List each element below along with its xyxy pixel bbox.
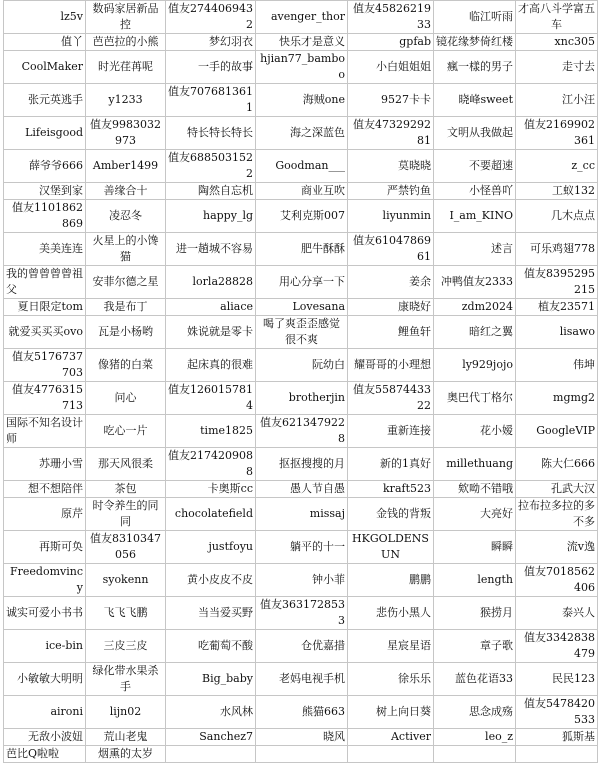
table-cell: mgmg2 [516,382,598,415]
table-row [4,564,598,597]
table-row [4,448,598,481]
table-cell: 值友5587443322 [348,382,434,415]
table-row [4,316,598,349]
table-row [4,481,598,498]
table-row [4,51,598,84]
table-cell: 流v逸 [516,531,598,564]
table-cell: 我是布丁 [86,299,166,316]
table-cell: time1825 [166,415,256,448]
table-row [4,1,598,34]
table-cell: 狐斯基 [516,729,598,746]
table-cell: 文明从我做起 [434,117,516,150]
table-cell: 几木点点 [516,200,598,233]
table-cell: millethuang [434,448,516,481]
table-cell [348,746,434,763]
table-cell: 值友6104786961 [348,233,434,266]
table-cell: 就爱买买买ovo [4,316,86,349]
table-cell: CoolMaker [4,51,86,84]
table-cell: 金钱的背叛 [348,498,434,531]
table-cell: 起床真的很难 [166,349,256,382]
table-cell: 阮幼白 [256,349,348,382]
table-row [4,696,598,729]
table-cell: z_cc [516,150,598,183]
table-cell: 喝了爽歪歪感觉很不爽 [256,316,348,349]
table-row [4,266,598,299]
table-cell: 值友2169902361 [516,117,598,150]
table-cell: hjian77_bamboo [256,51,348,84]
table-cell: liyunmin [348,200,434,233]
table-cell: 苏珊小雪 [4,448,86,481]
table-row [4,349,598,382]
table-cell: 小白姐姐姐 [348,51,434,84]
table-cell: 值友6885031522 [166,150,256,183]
table-cell: 康晓好 [348,299,434,316]
table-cell: 艾利克斯007 [256,200,348,233]
table-cell: Lovesana [256,299,348,316]
table-cell: 海之深蓝色 [256,117,348,150]
table-cell: 黄小皮皮不皮 [166,564,256,597]
table-cell: 海贼one [256,84,348,117]
table-cell: 三皮三皮 [86,630,166,663]
table-cell: 奥巴代丁格尔 [434,382,516,415]
table-cell: 临江听雨 [434,1,516,34]
table-row [4,630,598,663]
table-cell: xnc305 [516,34,598,51]
table-cell: 无敌小波妞 [4,729,86,746]
table-cell: 晓峰sweet [434,84,516,117]
table-cell: 值友6213479228 [256,415,348,448]
table-cell: 值友4732929281 [348,117,434,150]
table-cell: 悲伤小黑人 [348,597,434,630]
table-cell: 仓优嘉措 [256,630,348,663]
table-cell: 才高八斗学富五车 [516,1,598,34]
table-cell: 值友7076813611 [166,84,256,117]
table-cell: 江小汪 [516,84,598,117]
table-cell: 瓦是小杨哟 [86,316,166,349]
table-row [4,200,598,233]
table-cell: 钟小菲 [256,564,348,597]
table-cell: y1233 [86,84,166,117]
table-cell [166,746,256,763]
table-cell: 快乐才是意义 [256,34,348,51]
table-row [4,382,598,415]
table-cell: 伟坤 [516,349,598,382]
table-cell: 花小嫒 [434,415,516,448]
table-cell: 值友5478420533 [516,696,598,729]
table-cell: 国际不知名设计师 [4,415,86,448]
table-cell: 商业互吹 [256,183,348,200]
table-cell [516,746,598,763]
table-cell: 抠抠搜搜的月 [256,448,348,481]
table-cell: Activer [348,729,434,746]
table-cell: 吃葡萄不酸 [166,630,256,663]
table-cell: 拉布拉多拉的多不多 [516,498,598,531]
table-cell: 数码家居新品控 [86,1,166,34]
table-row [4,233,598,266]
table-cell: justfoyu [166,531,256,564]
table-cell: 星宸星语 [348,630,434,663]
table-cell: lisawo [516,316,598,349]
table-cell: 章子歌 [434,630,516,663]
table-cell: 姝说就是零卡 [166,316,256,349]
table-cell: 凌忍冬 [86,200,166,233]
table-row [4,150,598,183]
table-cell: 水风林 [166,696,256,729]
table-cell [256,746,348,763]
table-cell: 可乐鸡翅778 [516,233,598,266]
table-cell: 泰兴人 [516,597,598,630]
table-cell: 卡奥斯cc [166,481,256,498]
table-cell: 时光荏苒呢 [86,51,166,84]
table-cell: 值友3631728533 [256,597,348,630]
table-cell: ly929jojo [434,349,516,382]
table-cell: 鹏鹏 [348,564,434,597]
table-cell: 值友2744069432 [166,1,256,34]
table-cell: 善缘合十 [86,183,166,200]
table-cell: 汉堡到家 [4,183,86,200]
table-cell: leo_z [434,729,516,746]
table-cell: 安菲尔德之星 [86,266,166,299]
table-cell: 当当爱买野 [166,597,256,630]
table-cell: 梦幻羽衣 [166,34,256,51]
table-row [4,183,598,200]
table-cell: 美美连连 [4,233,86,266]
table-cell: zdm2024 [434,299,516,316]
table-cell: 薛爷爷666 [4,150,86,183]
table-cell: Sanchez7 [166,729,256,746]
table-cell: aironi [4,696,86,729]
table-cell: 肥牛酥酥 [256,233,348,266]
table-cell: 荒山老鬼 [86,729,166,746]
table-cell: 问心 [86,382,166,415]
table-cell: 愚人节自愚 [256,481,348,498]
table-cell: 工蚁132 [516,183,598,200]
table-cell: 原芹 [4,498,86,531]
table-cell: 值友8395295215 [516,266,598,299]
table-cell: 芭比Q啦啦 [4,746,86,763]
table-cell: 严禁钓鱼 [348,183,434,200]
table-cell: 值友5176737703 [4,349,86,382]
table-cell: 莫晓晓 [348,150,434,183]
table-cell: 用心分享一下 [256,266,348,299]
table-cell: 熊猫663 [256,696,348,729]
table-cell: Freedomvincy [4,564,86,597]
table-cell: Lifeisgood [4,117,86,150]
table-cell: length [434,564,516,597]
table-cell: 值友3342838479 [516,630,598,663]
grid-body [4,1,598,763]
table-cell: 民民123 [516,663,598,696]
table-row [4,34,598,51]
table-cell: 徐乐乐 [348,663,434,696]
table-cell: GoogleVIP [516,415,598,448]
table-cell: 瞬瞬 [434,531,516,564]
table-cell: missaj [256,498,348,531]
table-cell: chocolatefield [166,498,256,531]
table-cell: 植友23571 [516,299,598,316]
table-cell: 张元英逃手 [4,84,86,117]
table-cell: 芭芭拉的小熊 [86,34,166,51]
table-cell: 耀哥哥的小理想 [348,349,434,382]
table-cell: 蓝色花语33 [434,663,516,696]
table-cell: 绿化带水果杀手 [86,663,166,696]
table-cell: 值丫 [4,34,86,51]
table-cell: Amber1499 [86,150,166,183]
table-cell: 进一趟城不容易 [166,233,256,266]
table-cell: kraft523 [348,481,434,498]
table-cell: HKGOLDENSUN [348,531,434,564]
table-cell: 新的1真好 [348,448,434,481]
table-cell: 陈大仁666 [516,448,598,481]
table-cell: ice-bin [4,630,86,663]
table-cell: 思念成殇 [434,696,516,729]
table-cell: 大亮好 [434,498,516,531]
table-cell: 姜余 [348,266,434,299]
table-cell: 晓风 [256,729,348,746]
table-cell: 吃心一片 [86,415,166,448]
table-cell: Goodman___ [256,150,348,183]
table-cell: 诚实可爱小书书 [4,597,86,630]
table-cell: 火星上的小馋猫 [86,233,166,266]
table-cell: 值友4776315713 [4,382,86,415]
table-cell: 小怪兽吖 [434,183,516,200]
table-cell: lz5v [4,1,86,34]
table-row [4,498,598,531]
table-cell: gpfab [348,34,434,51]
table-cell: Big_baby [166,663,256,696]
table-cell: 不要超速 [434,150,516,183]
table-cell: 烟熏的太岁 [86,746,166,763]
table-row [4,531,598,564]
table-cell: 值友1260157814 [166,382,256,415]
table-cell [434,746,516,763]
table-cell: 像猪的白菜 [86,349,166,382]
table-cell: 述言 [434,233,516,266]
table-row [4,84,598,117]
username-grid [3,0,598,763]
table-cell: 值友7018562406 [516,564,598,597]
table-cell: syokenn [86,564,166,597]
table-cell: 飞飞飞鹏 [86,597,166,630]
table-cell: 特长特长特长 [166,117,256,150]
table-cell: 镜花缘梦倚红楼 [434,34,516,51]
table-cell: 值友2174209088 [166,448,256,481]
table-cell: 夏日限定tom [4,299,86,316]
table-row [4,117,598,150]
table-cell: lijn02 [86,696,166,729]
table-cell: 值友8310347056 [86,531,166,564]
table-cell: 猴捞月 [434,597,516,630]
table-row [4,597,598,630]
table-cell: 再斯可奂 [4,531,86,564]
table-cell: 值友9983032973 [86,117,166,150]
table-cell: 躺平的十一 [256,531,348,564]
table-cell: 重新连接 [348,415,434,448]
table-row [4,729,598,746]
table-cell: lorla28828 [166,266,256,299]
table-row [4,746,598,763]
table-cell: avenger_thor [256,1,348,34]
table-cell: 瘋一樣的男子 [434,51,516,84]
table-cell: 9527卡卡 [348,84,434,117]
table-cell: 鲤鱼轩 [348,316,434,349]
table-row [4,299,598,316]
table-cell: happy_lg [166,200,256,233]
table-cell: 想不想陪伴 [4,481,86,498]
table-cell: 值友1101862869 [4,200,86,233]
table-cell: 我的曾曾曾曾祖父 [4,266,86,299]
table-cell: 一手的故事 [166,51,256,84]
table-cell: 那天风很柔 [86,448,166,481]
table-cell: 暗红之翼 [434,316,516,349]
table-cell: 陶然自忘机 [166,183,256,200]
table-cell: 小敏敏大明明 [4,663,86,696]
table-row [4,415,598,448]
table-cell: 欸呦不错哦 [434,481,516,498]
table-cell: 老妈电视手机 [256,663,348,696]
table-cell: 走寸去 [516,51,598,84]
table-cell: 冲鸭值友2333 [434,266,516,299]
table-cell: 树上向日葵 [348,696,434,729]
table-cell: 值友4582621933 [348,1,434,34]
table-cell: 茶包 [86,481,166,498]
table-cell: I_am_KINO [434,200,516,233]
table-cell: 时令养生的同同 [86,498,166,531]
table-row [4,663,598,696]
table-cell: 孔武大汉 [516,481,598,498]
table-cell: aliace [166,299,256,316]
table-cell: brotherjin [256,382,348,415]
